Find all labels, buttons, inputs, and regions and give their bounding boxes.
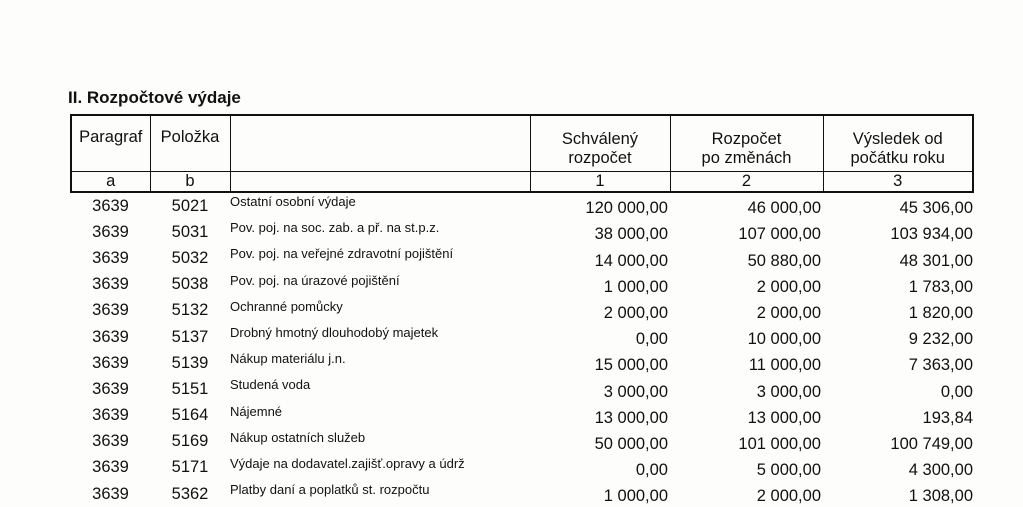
table-row [71, 481, 973, 507]
cell-vysledek: 100 749,00 [890, 434, 973, 453]
cell-vysledek: 45 306,00 [899, 199, 973, 218]
index-b: b [150, 172, 230, 193]
cell-paragraf: 3639 [92, 327, 129, 346]
cell-text: Nákup ostatních služeb [230, 429, 366, 445]
budget-expenditure-table [70, 114, 974, 507]
cell-polozka: 5169 [171, 432, 209, 451]
table-header [71, 115, 973, 192]
cell-polozka: 5021 [171, 196, 209, 215]
cell-text: Studená voda [230, 377, 311, 393]
cell-paragraf: 3639 [92, 406, 129, 425]
header-vysledek [823, 115, 973, 172]
cell-text: Pov. poj. na úrazové pojištění [230, 272, 400, 288]
cell-vysledek: 7 363,00 [908, 356, 973, 375]
cell-vysledek: 1 783,00 [908, 277, 973, 296]
header-polozka: Položka [150, 115, 230, 172]
table-row [71, 219, 973, 245]
cell-schvaleny: 1 000,00 [603, 487, 668, 506]
cell-paragraf: 3639 [92, 301, 129, 320]
header-po-zmenach-line2: po změnách [701, 149, 792, 167]
cell-schvaleny: 120 000,00 [585, 199, 668, 218]
header-vysledek-line1: Výsledek od [852, 130, 943, 148]
cell-schvaleny: 3 000,00 [603, 382, 668, 401]
cell-polozka: 5139 [171, 353, 209, 372]
header-paragraf: Paragraf [71, 115, 150, 172]
cell-text: Výdaje na dodavatel.zajišť.opravy a údrž [230, 455, 465, 471]
cell-po-zmenach: 3 000,00 [756, 382, 821, 401]
table-row [71, 245, 973, 271]
table-row [71, 403, 973, 429]
table-row [71, 455, 973, 481]
cell-po-zmenach: 2 000,00 [756, 277, 821, 296]
header-schvaleny-rozpocet [530, 115, 670, 172]
cell-po-zmenach: 101 000,00 [738, 434, 821, 453]
cell-text: Nákup materiálu j.n. [230, 351, 346, 367]
cell-paragraf: 3639 [92, 248, 129, 267]
header-row [71, 115, 973, 172]
index-1: 1 [530, 172, 670, 193]
index-a: a [71, 172, 150, 193]
table-row [71, 324, 973, 350]
index-3: 3 [823, 172, 973, 193]
header-schvaleny-line2: rozpočet [568, 149, 632, 167]
cell-po-zmenach: 46 000,00 [747, 199, 821, 218]
cell-vysledek: 4 300,00 [908, 461, 973, 480]
index-row [71, 172, 973, 193]
cell-polozka: 5151 [171, 379, 209, 398]
cell-text: Nájemné [230, 403, 283, 419]
cell-vysledek: 193,84 [922, 408, 973, 427]
cell-schvaleny: 2 000,00 [603, 303, 668, 322]
cell-text: Pov. poj. na veřejné zdravotní pojištění [230, 246, 454, 262]
header-text [230, 115, 530, 172]
cell-po-zmenach: 5 000,00 [756, 461, 821, 480]
cell-schvaleny: 38 000,00 [594, 225, 668, 244]
cell-paragraf: 3639 [92, 458, 129, 477]
cell-polozka: 5362 [171, 484, 209, 503]
cell-text: Platby daní a poplatků st. rozpočtu [230, 482, 430, 498]
cell-polozka: 5031 [171, 222, 209, 241]
cell-paragraf: 3639 [92, 353, 129, 372]
cell-polozka: 5164 [171, 406, 209, 425]
cell-po-zmenach: 13 000,00 [747, 408, 821, 427]
cell-vysledek: 0,00 [940, 382, 973, 401]
cell-po-zmenach: 2 000,00 [756, 303, 821, 322]
cell-paragraf: 3639 [92, 275, 129, 294]
index-text [230, 172, 530, 193]
cell-text: Ochranné pomůcky [230, 298, 343, 314]
table-body [71, 192, 973, 507]
cell-schvaleny: 0,00 [635, 330, 668, 349]
table-row [71, 429, 973, 455]
cell-po-zmenach: 107 000,00 [738, 225, 821, 244]
cell-schvaleny: 15 000,00 [594, 356, 668, 375]
cell-paragraf: 3639 [92, 222, 129, 241]
cell-paragraf: 3639 [92, 484, 129, 503]
cell-vysledek: 48 301,00 [899, 251, 973, 270]
cell-polozka: 5171 [171, 458, 209, 477]
cell-po-zmenach: 10 000,00 [747, 330, 821, 349]
table-row [71, 298, 973, 324]
header-po-zmenach-line1: Rozpočet [711, 130, 782, 148]
cell-schvaleny: 14 000,00 [594, 251, 668, 270]
cell-paragraf: 3639 [92, 379, 129, 398]
table-row [71, 272, 973, 298]
cell-paragraf: 3639 [92, 196, 129, 215]
cell-schvaleny: 1 000,00 [603, 277, 668, 296]
cell-polozka: 5137 [171, 327, 209, 346]
header-rozpocet-po-zmenach [670, 115, 823, 172]
header-vysledek-line2: počátku roku [850, 149, 945, 167]
cell-text: Drobný hmotný dlouhodobý majetek [230, 324, 439, 340]
header-schvaleny-line1: Schválený [561, 130, 639, 148]
table-row [71, 192, 973, 219]
cell-vysledek: 1 308,00 [908, 487, 973, 506]
cell-vysledek: 9 232,00 [908, 330, 973, 349]
cell-schvaleny: 50 000,00 [594, 434, 668, 453]
cell-po-zmenach: 50 880,00 [747, 251, 821, 270]
cell-text: Ostatní osobní výdaje [230, 194, 356, 209]
cell-polozka: 5132 [171, 301, 209, 320]
cell-vysledek: 103 934,00 [890, 225, 973, 244]
cell-polozka: 5038 [171, 275, 209, 294]
cell-po-zmenach: 11 000,00 [748, 356, 821, 375]
index-2: 2 [670, 172, 823, 193]
cell-vysledek: 1 820,00 [908, 303, 973, 322]
section-title: II. Rozpočtové výdaje [68, 88, 241, 107]
table-row [71, 376, 973, 402]
cell-paragraf: 3639 [92, 432, 129, 451]
cell-po-zmenach: 2 000,00 [756, 487, 821, 506]
table-row [71, 350, 973, 376]
cell-schvaleny: 0,00 [635, 461, 668, 480]
cell-text: Pov. poj. na soc. zab. a př. na st.p.z. [230, 220, 440, 236]
cell-schvaleny: 13 000,00 [594, 408, 668, 427]
cell-polozka: 5032 [171, 248, 209, 267]
